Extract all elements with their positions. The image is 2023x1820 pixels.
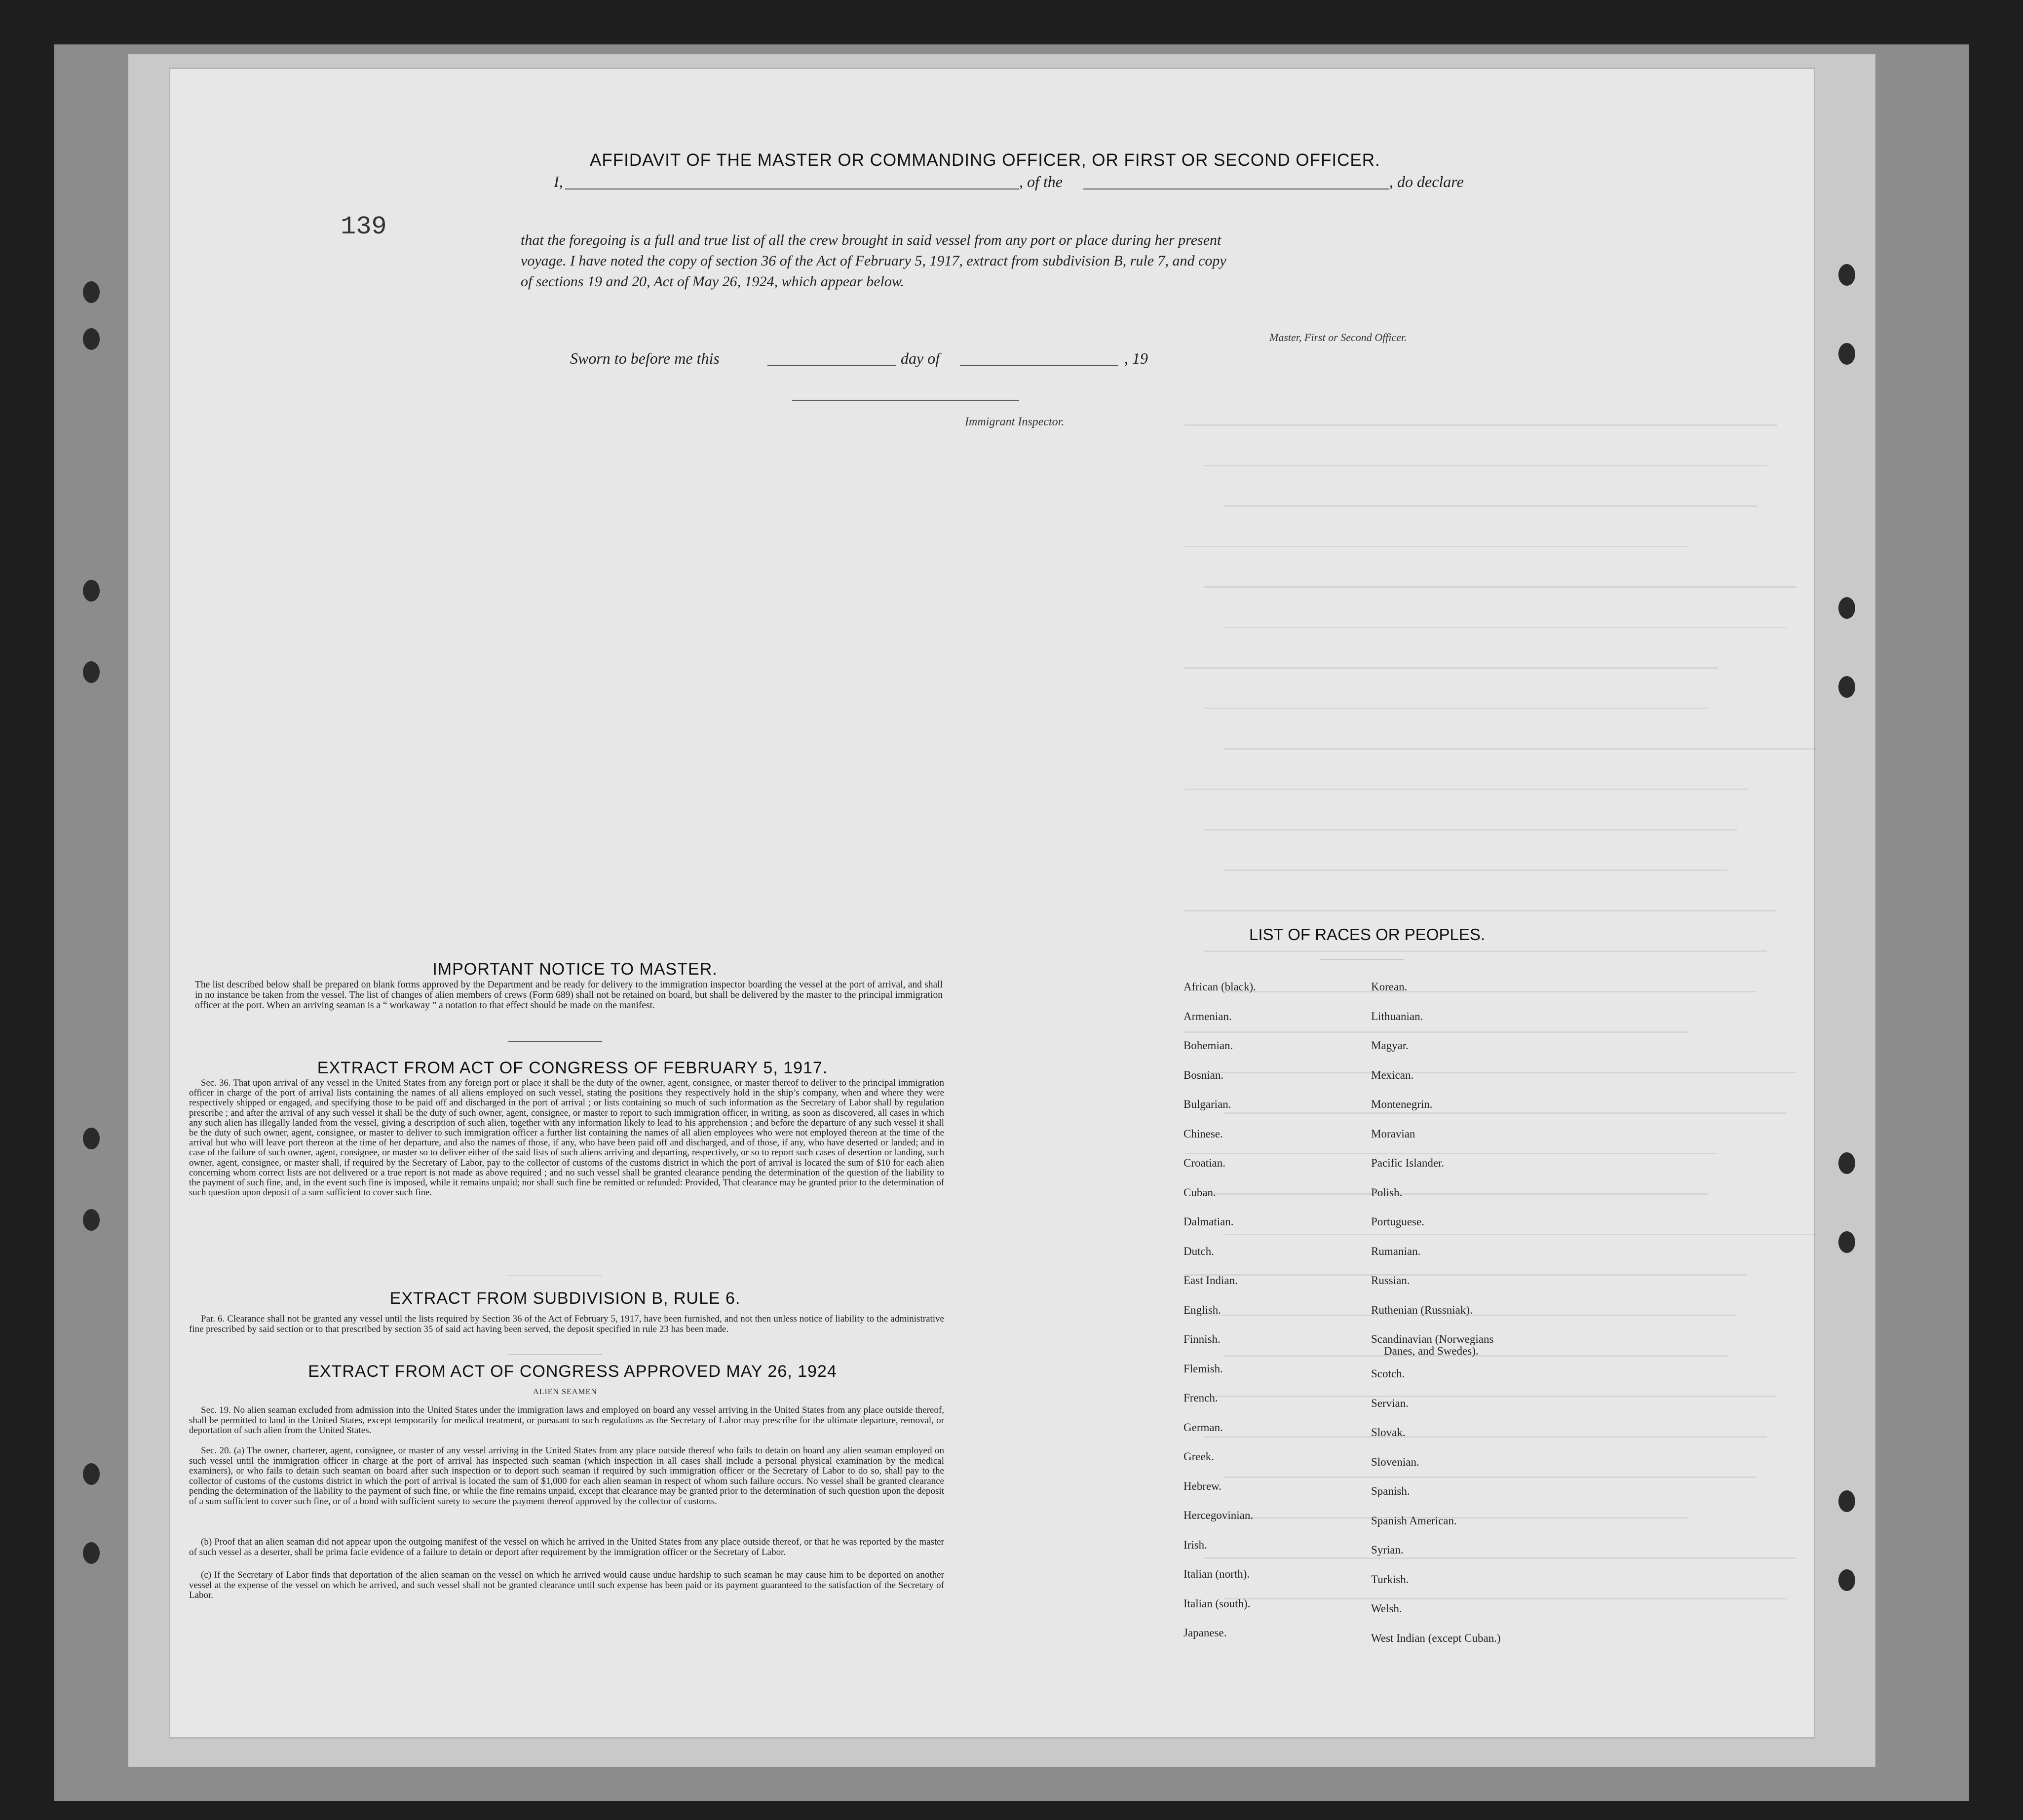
race-item-line: Scandinavian (Norwegians bbox=[1371, 1333, 1494, 1345]
affidavit-line2: that the foregoing is a full and true list of all the crew brought in said vessel from any port or place during her present bbox=[521, 232, 1221, 248]
punch-hole bbox=[83, 580, 100, 602]
race-item: French. bbox=[1183, 1392, 1218, 1404]
race-item: Russian. bbox=[1371, 1274, 1410, 1287]
race-item: Korean. bbox=[1371, 981, 1408, 993]
race-item: Armenian. bbox=[1183, 1010, 1232, 1023]
punch-hole bbox=[1838, 1490, 1855, 1512]
sworn-mid: day of bbox=[901, 349, 940, 367]
affidavit-line4: of sections 19 and 20, Act of May 26, 1924, which appear below. bbox=[521, 273, 905, 290]
race-item: Polish. bbox=[1371, 1186, 1403, 1199]
punch-hole bbox=[83, 281, 100, 303]
race-item: Moravian bbox=[1371, 1127, 1415, 1140]
race-item: German. bbox=[1183, 1421, 1223, 1434]
sworn-month-blank bbox=[960, 365, 1118, 366]
bleed-through-row bbox=[1204, 829, 1737, 831]
extract-rule6-heading: EXTRACT FROM SUBDIVISION B, RULE 6. bbox=[389, 1289, 741, 1308]
punch-hole bbox=[83, 1542, 100, 1564]
race-item: Ruthenian (Russniak). bbox=[1371, 1303, 1473, 1316]
punch-hole bbox=[1838, 1231, 1855, 1253]
sworn-start: Sworn to before me this bbox=[570, 349, 720, 367]
sec19-text: Sec. 19. No alien seaman excluded from admission into the United States under the immigration laws and employed on board any vessel arriving in the United States from any place outside thereof, shall be permitted to land in the United States, except temporarily for medical treatment, or pursuant to such regulations as the Secretary of Labor may prescribe for the ultimate departure, removal, or deportation of such alien from the United States. bbox=[189, 1405, 944, 1436]
inspector-label: Immigrant Inspector. bbox=[965, 416, 1065, 428]
bleed-through-row bbox=[1224, 870, 1727, 871]
race-item: Japanese. bbox=[1183, 1627, 1227, 1639]
race-item: Croatian. bbox=[1183, 1157, 1225, 1169]
extract-1917-text: Sec. 36. That upon arrival of any vessel in the United States from any foreign port or place it shall be the duty of the owner, agent, consignee, or master thereof to deliver to the principal immigration officer in charge of the port of arrival lists containing the names of all aliens employed on such vessel, stating the positions they respectively hold in the ship’s company, when and where they were respectively shipped or engaged, and specifying those to be paid off and discharged in the port of arrival ; or lists containing so much of such information as the Secretary of Labor shall by regulation prescribe ; and after the arrival of any such vessel it shall be the duty of such owner, agent, consignee, or master to report to such immigration officer, in writing, as soon as discovered, all cases in which any such alien has illegally landed from the vessel, giving a description of such alien, together with any information likely to lead to his apprehension ; and before the departure of any such vessel it shall be the duty of such owner, agent, consignee, or master to deliver to such immigration officer a further list containing the names of all alien employees who were not employed thereon at the time of the arrival but who will leave port thereon at the time of her departure, and also the names of those, if any, who have been paid off and discharged, and of those, if any, who have deserted or landed; and in case of the failure of such owner, agent, consignee, or master so to deliver either of the said lists of such aliens arriving and departing, respectively, or so to report such cases of desertion or landing, such owner, agent, consignee, or master shall, if required by the Secretary of Labor, pay to the collector of customs of the customs district in which the port of arrival is located the sum of $10 for each alien concerning whom correct lists are not delivered or a true report is not made as above required ; and no such vessel shall be granted clearance pending the determination of the question of the liability to the payment of such fine, and, in the event such fine is imposed, while it remains unpaid; nor shall such fine be remitted or refunded: Provided, That clearance may be granted prior to the determination of such question upon deposit of a sum sufficient to cover such fine. bbox=[189, 1078, 944, 1198]
punch-hole bbox=[83, 1209, 100, 1231]
race-item: Irish. bbox=[1183, 1538, 1207, 1551]
punch-hole bbox=[1838, 597, 1855, 619]
affidavit-line1-mid: , of the bbox=[1019, 173, 1063, 190]
punch-hole bbox=[83, 661, 100, 683]
punch-hole bbox=[1838, 343, 1855, 365]
punch-hole bbox=[1838, 1152, 1855, 1174]
punch-hole bbox=[1838, 264, 1855, 286]
race-item: Montenegrin. bbox=[1371, 1098, 1433, 1110]
notice-heading: IMPORTANT NOTICE TO MASTER. bbox=[432, 960, 718, 979]
vessel-blank bbox=[1083, 189, 1389, 190]
races-title: LIST OF RACES OR PEOPLES. bbox=[1249, 925, 1486, 944]
bleed-through-row bbox=[1184, 546, 1688, 547]
race-item: Pacific Islander. bbox=[1371, 1157, 1445, 1169]
race-item: Servian. bbox=[1371, 1397, 1409, 1409]
race-item: Greek. bbox=[1183, 1450, 1214, 1463]
affidavit-line1-end: , do declare bbox=[1389, 173, 1464, 190]
extract-1924-subheading: ALIEN SEAMEN bbox=[533, 1388, 597, 1396]
sworn-day-blank bbox=[767, 365, 896, 366]
race-item: English. bbox=[1183, 1303, 1221, 1316]
sec20c-text: (c) If the Secretary of Labor finds that deportation of the alien seaman on the vessel on which he arrived would cause undue hardship to such seaman he may cause him to be deported on another vessel at the expense of the vessel on which he arrived, and such vessel shall not be granted clearance until such expense has been paid or its payment guaranteed to the satisfaction of the Secretary of Labor. bbox=[189, 1570, 944, 1600]
races-right-column bbox=[1371, 981, 1501, 1662]
race-item: African (black). bbox=[1183, 981, 1256, 993]
race-item: Bulgarian. bbox=[1183, 1098, 1231, 1110]
race-item: Bosnian. bbox=[1183, 1068, 1224, 1081]
bleed-through-row bbox=[1184, 789, 1747, 790]
race-item: Dutch. bbox=[1183, 1245, 1214, 1257]
race-item: Rumanian. bbox=[1371, 1245, 1421, 1257]
race-item: Italian (north). bbox=[1183, 1568, 1250, 1580]
bleed-through-row bbox=[1224, 1112, 1787, 1114]
bleed-through-row bbox=[1184, 667, 1718, 669]
race-item: Welsh. bbox=[1371, 1602, 1402, 1615]
extract-1924-heading: EXTRACT FROM ACT OF CONGRESS APPROVED MAY 26, 1924 bbox=[308, 1362, 837, 1381]
punch-hole bbox=[83, 328, 100, 350]
inspector-signature-line bbox=[792, 400, 1019, 401]
race-item: Turkish. bbox=[1371, 1573, 1409, 1586]
punch-hole bbox=[83, 1128, 100, 1149]
race-item: West Indian (except Cuban.) bbox=[1371, 1631, 1501, 1644]
master-signature-label: Master, First or Second Officer. bbox=[1269, 331, 1407, 343]
punch-hole bbox=[1838, 1569, 1855, 1591]
sec20b-text: (b) Proof that an alien seaman did not appear upon the outgoing manifest of the vessel on which he arrived in the United States from any place outside thereof, or that he was reported by the master of such vessel as a deserter, shall be prima facie evidence of a failure to detain or deport after requirement by the immigration officer or the Secretary of Labor. bbox=[189, 1537, 944, 1557]
race-item: Italian (south). bbox=[1183, 1597, 1251, 1610]
race-item: Mexican. bbox=[1371, 1068, 1414, 1081]
race-item: Bohemian. bbox=[1183, 1039, 1233, 1052]
race-item-line: Danes, and Swedes). bbox=[1384, 1345, 1479, 1357]
bleed-through-row bbox=[1184, 910, 1777, 911]
race-item: Finnish. bbox=[1183, 1333, 1221, 1345]
affidavit-title: AFFIDAVIT OF THE MASTER OR COMMANDING OFFICER, OR FIRST OR SECOND OFFICER. bbox=[590, 151, 1380, 170]
race-item: Dalmatian. bbox=[1183, 1215, 1234, 1228]
race-item: Syrian. bbox=[1371, 1544, 1404, 1556]
race-item: Chinese. bbox=[1183, 1127, 1223, 1140]
race-item bbox=[1371, 1333, 1501, 1368]
bleed-through-row bbox=[1204, 465, 1767, 466]
race-item: Magyar. bbox=[1371, 1039, 1409, 1052]
races-left-column bbox=[1183, 981, 1256, 1657]
bleed-through-row bbox=[1224, 1234, 1816, 1235]
extract-rule6-text: Par. 6. Clearance shall not be granted any vessel until the lists required by Section 36 of the Act of February 5, 1917, have been furnished, and not then unless notice of liability to the administrative fine prescribed by said section or to that prescribed by section 35 of said act having been served, the deposit specified in rule 23 has been made. bbox=[189, 1314, 944, 1334]
name-blank bbox=[565, 189, 1019, 190]
race-item: Slovak. bbox=[1371, 1426, 1406, 1439]
affidavit-line3: voyage. I have noted the copy of section 36 of the Act of February 5, 1917, extract from subdivision B, rule 7, and copy bbox=[521, 253, 1226, 269]
notice-text: The list described below shall be prepared on blank forms approved by the Department and be ready for delivery to the immigration inspector boarding the vessel at the port of arrival, and shall in no instance be taken from the vessel. The list of changes of alien members of crews (Form 689) shall not be retained on board, but shall be delivered by the master to the principal immigration officer at the port. When an arriving seaman is a “ workaway ” a notation to that effect should be made on the manifest. bbox=[195, 980, 943, 1011]
affidavit-line1-start: I, bbox=[554, 173, 563, 190]
sworn-year: , 19 bbox=[1124, 349, 1148, 367]
race-item: Slovenian. bbox=[1371, 1455, 1419, 1468]
punch-hole bbox=[1838, 676, 1855, 698]
bleed-through-row bbox=[1204, 586, 1796, 588]
sheet-stamp-number: 139 bbox=[341, 212, 387, 241]
race-item: Hebrew. bbox=[1183, 1479, 1222, 1492]
race-item: Flemish. bbox=[1183, 1362, 1223, 1375]
race-item: Scotch. bbox=[1371, 1367, 1405, 1380]
bleed-through-row bbox=[1224, 627, 1787, 628]
bleed-through-row bbox=[1224, 748, 1816, 750]
extract-1917-heading: EXTRACT FROM ACT OF CONGRESS OF FEBRUARY 5, 1917. bbox=[317, 1059, 828, 1077]
race-item: Portuguese. bbox=[1371, 1215, 1424, 1228]
bleed-through-row bbox=[1184, 424, 1777, 426]
race-item: Cuban. bbox=[1183, 1186, 1216, 1199]
bleed-through-row bbox=[1204, 950, 1767, 952]
divider bbox=[508, 1041, 602, 1042]
race-item: Lithuanian. bbox=[1371, 1010, 1423, 1023]
bleed-through-row bbox=[1224, 1598, 1787, 1599]
sec20a-text: Sec. 20. (a) The owner, charterer, agent, consignee, or master of any vessel arriving in the United States from any place outside thereof who fails to detain on board any alien seaman employed on such vessel until the immigration officer in charge at the port of arrival has inspected such seaman (which inspection in all cases shall include a personal physical examination by the medical examiners), or who fails to detain such seaman on board after such inspection or to deport such seaman if required by such immigration officer or the Secretary of Labor to do so, shall pay to the collector of customs of the customs district in which the port of arrival is located the sum of $1,000 for each alien seaman in respect of whom such failure occurs. No vessel shall be granted clearance pending the determination of the liability to the payment of such fine, or while the fine remains unpaid, except that clearance may be granted prior to the determination of such question upon the deposit of a sum sufficient to cover such fine, or of a bond with sufficient surety to secure the payment thereof approved by the collector of customs. bbox=[189, 1445, 944, 1507]
race-item: Hercegovinian. bbox=[1183, 1509, 1254, 1521]
bleed-through-row bbox=[1224, 505, 1757, 507]
punch-hole bbox=[83, 1463, 100, 1485]
bleed-through-row bbox=[1204, 708, 1708, 709]
race-item: Spanish. bbox=[1371, 1485, 1410, 1497]
race-item: East Indian. bbox=[1183, 1274, 1238, 1287]
race-item: Spanish American. bbox=[1371, 1514, 1457, 1527]
